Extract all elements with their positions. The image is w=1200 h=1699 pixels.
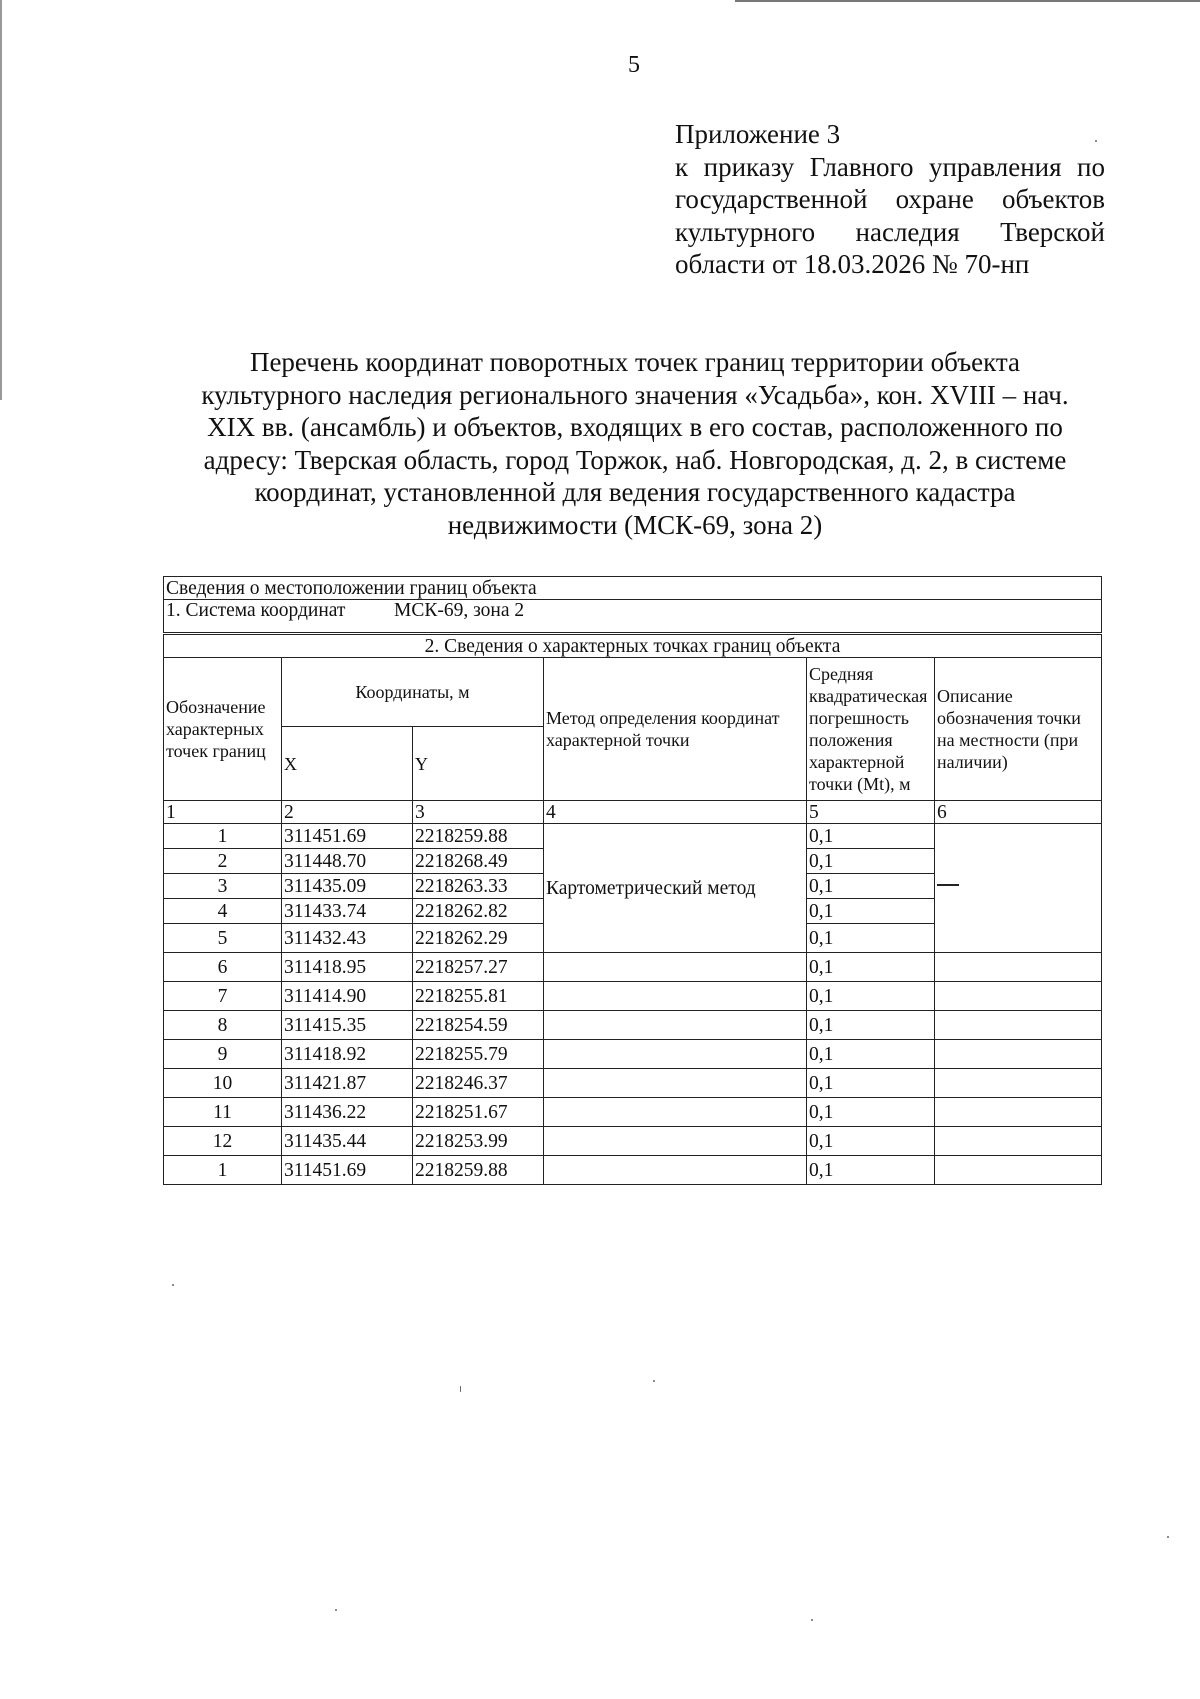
table-row bbox=[164, 953, 1102, 982]
x-value: 311451.69 bbox=[282, 824, 413, 849]
accuracy-value: 0,1 bbox=[807, 824, 935, 849]
accuracy-value: 0,1 bbox=[807, 1098, 935, 1127]
table-row bbox=[164, 1127, 1102, 1156]
x-value: 311432.43 bbox=[282, 924, 413, 953]
scan-speck bbox=[335, 1609, 337, 1611]
accuracy-value: 0,1 bbox=[807, 1127, 935, 1156]
description-cell-empty bbox=[935, 982, 1102, 1011]
scan-speck bbox=[811, 1619, 813, 1621]
x-value: 311415.35 bbox=[282, 1011, 413, 1040]
table-row bbox=[164, 1156, 1102, 1185]
y-value: 2218255.79 bbox=[413, 1040, 544, 1069]
column-number: 1 bbox=[164, 801, 282, 824]
coordinate-system-value: МСК-69, зона 2 bbox=[394, 600, 525, 621]
point-number: 2 bbox=[164, 849, 282, 874]
y-value: 2218262.29 bbox=[413, 924, 544, 953]
accuracy-value: 0,1 bbox=[807, 1011, 935, 1040]
accuracy-value: 0,1 bbox=[807, 982, 935, 1011]
y-value: 2218254.59 bbox=[413, 1011, 544, 1040]
scan-speck bbox=[460, 1386, 461, 1392]
y-value: 2218262.82 bbox=[413, 899, 544, 924]
column-number: 6 bbox=[935, 801, 1102, 824]
y-value: 2218255.81 bbox=[413, 982, 544, 1011]
section-points-header: 2. Сведения о характерных точках границ объекта bbox=[164, 634, 1102, 658]
method-cell-empty bbox=[544, 1156, 807, 1185]
point-number: 6 bbox=[164, 953, 282, 982]
coordinates-table bbox=[163, 576, 1102, 1185]
description-cell-empty bbox=[935, 1011, 1102, 1040]
y-value: 2218246.37 bbox=[413, 1069, 544, 1098]
description-dash bbox=[937, 884, 959, 886]
y-value: 2218251.67 bbox=[413, 1098, 544, 1127]
point-number: 1 bbox=[164, 1156, 282, 1185]
appendix-line: Приложение 3 bbox=[675, 119, 841, 149]
coordinate-system-label: 1. Система координат bbox=[166, 600, 346, 621]
description-cell-empty bbox=[935, 1127, 1102, 1156]
accuracy-value: 0,1 bbox=[807, 849, 935, 874]
scan-edge-top bbox=[735, 0, 1200, 2]
x-value: 311448.70 bbox=[282, 849, 413, 874]
accuracy-value: 0,1 bbox=[807, 953, 935, 982]
accuracy-value: 0,1 bbox=[807, 1040, 935, 1069]
accuracy-value: 0,1 bbox=[807, 924, 935, 953]
x-value: 311414.90 bbox=[282, 982, 413, 1011]
table-row bbox=[164, 982, 1102, 1011]
x-value: 311436.22 bbox=[282, 1098, 413, 1127]
accuracy-value: 0,1 bbox=[807, 874, 935, 899]
title-line: координат, установленной для ведения государственного кадастра bbox=[254, 477, 1016, 507]
method-cell-empty bbox=[544, 953, 807, 982]
description-cell-empty bbox=[935, 953, 1102, 982]
point-number: 4 bbox=[164, 899, 282, 924]
table-row bbox=[164, 1098, 1102, 1127]
header-coordinates: Координаты, м bbox=[282, 658, 544, 727]
table-row bbox=[164, 1069, 1102, 1098]
title-line: адресу: Тверская область, город Торжок, наб. Новгородская, д. 2, в системе bbox=[203, 444, 1067, 475]
header-y: Y bbox=[413, 727, 544, 801]
column-number: 2 bbox=[282, 801, 413, 824]
header-description: Описание обозначения точки на местности (при наличии) bbox=[935, 658, 1102, 801]
title-line: XIX вв. (ансамбль) и объектов, входящих в его состав, расположенного по bbox=[207, 412, 1063, 442]
appendix-block bbox=[675, 118, 1105, 281]
description-cell-empty bbox=[935, 1040, 1102, 1069]
method-cell-empty bbox=[544, 1011, 807, 1040]
scan-speck bbox=[172, 1284, 174, 1286]
x-value: 311435.09 bbox=[282, 874, 413, 899]
section-location-header: Сведения о местоположении границ объекта bbox=[164, 577, 1102, 600]
method-cell-empty bbox=[544, 1040, 807, 1069]
description-cell bbox=[935, 824, 1102, 953]
method-value: Картометрический метод bbox=[544, 824, 807, 953]
table-row bbox=[164, 1011, 1102, 1040]
y-value: 2218268.49 bbox=[413, 849, 544, 874]
appendix-line: к приказу Главного управления по bbox=[675, 151, 1105, 182]
coordinate-system-row bbox=[164, 600, 1102, 634]
accuracy-value: 0,1 bbox=[807, 1156, 935, 1185]
header-accuracy: Средняя квадратическая погрешность положения характерной точки (Mt), м bbox=[807, 658, 935, 801]
scan-speck bbox=[653, 1380, 655, 1382]
x-value: 311418.95 bbox=[282, 953, 413, 982]
x-value: 311451.69 bbox=[282, 1156, 413, 1185]
y-value: 2218263.33 bbox=[413, 874, 544, 899]
title-line: культурного наследия регионального значения «Усадьба», кон. XVIII – нач. bbox=[201, 379, 1069, 410]
method-cell-empty bbox=[544, 1127, 807, 1156]
point-number: 9 bbox=[164, 1040, 282, 1069]
y-value: 2218253.99 bbox=[413, 1127, 544, 1156]
column-number: 3 bbox=[413, 801, 544, 824]
accuracy-value: 0,1 bbox=[807, 899, 935, 924]
table-row bbox=[164, 1040, 1102, 1069]
header-designation: Обозначение характерных точек границ bbox=[164, 658, 282, 801]
x-value: 311421.87 bbox=[282, 1069, 413, 1098]
document-title bbox=[155, 346, 1115, 541]
appendix-line: культурного наследия Тверской bbox=[675, 216, 1105, 247]
appendix-line: государственной охране объектов bbox=[675, 184, 1105, 214]
header-method: Метод определения координат характерной точки bbox=[544, 658, 807, 801]
point-number: 1 bbox=[164, 824, 282, 849]
description-cell-empty bbox=[935, 1069, 1102, 1098]
point-number: 5 bbox=[164, 924, 282, 953]
description-cell-empty bbox=[935, 1156, 1102, 1185]
table-row bbox=[164, 824, 1102, 849]
accuracy-value: 0,1 bbox=[807, 1069, 935, 1098]
point-number: 12 bbox=[164, 1127, 282, 1156]
header-x: X bbox=[282, 727, 413, 801]
x-value: 311433.74 bbox=[282, 899, 413, 924]
x-value: 311418.92 bbox=[282, 1040, 413, 1069]
scan-speck bbox=[1095, 140, 1097, 142]
page-number: 5 bbox=[628, 52, 640, 78]
scan-speck bbox=[1167, 1536, 1169, 1538]
appendix-line: области от 18.03.2026 № 70-нп bbox=[675, 249, 1030, 279]
y-value: 2218259.88 bbox=[413, 824, 544, 849]
point-number: 11 bbox=[164, 1098, 282, 1127]
point-number: 10 bbox=[164, 1069, 282, 1098]
y-value: 2218257.27 bbox=[413, 953, 544, 982]
x-value: 311435.44 bbox=[282, 1127, 413, 1156]
point-number: 8 bbox=[164, 1011, 282, 1040]
y-value: 2218259.88 bbox=[413, 1156, 544, 1185]
method-cell-empty bbox=[544, 982, 807, 1011]
column-number: 5 bbox=[807, 801, 935, 824]
column-number: 4 bbox=[544, 801, 807, 824]
point-number: 3 bbox=[164, 874, 282, 899]
description-cell-empty bbox=[935, 1098, 1102, 1127]
point-number: 7 bbox=[164, 982, 282, 1011]
method-cell-empty bbox=[544, 1098, 807, 1127]
method-cell-empty bbox=[544, 1069, 807, 1098]
title-line: недвижимости (МСК-69, зона 2) bbox=[447, 509, 823, 540]
title-line: Перечень координат поворотных точек границ территории объекта bbox=[249, 347, 1021, 377]
